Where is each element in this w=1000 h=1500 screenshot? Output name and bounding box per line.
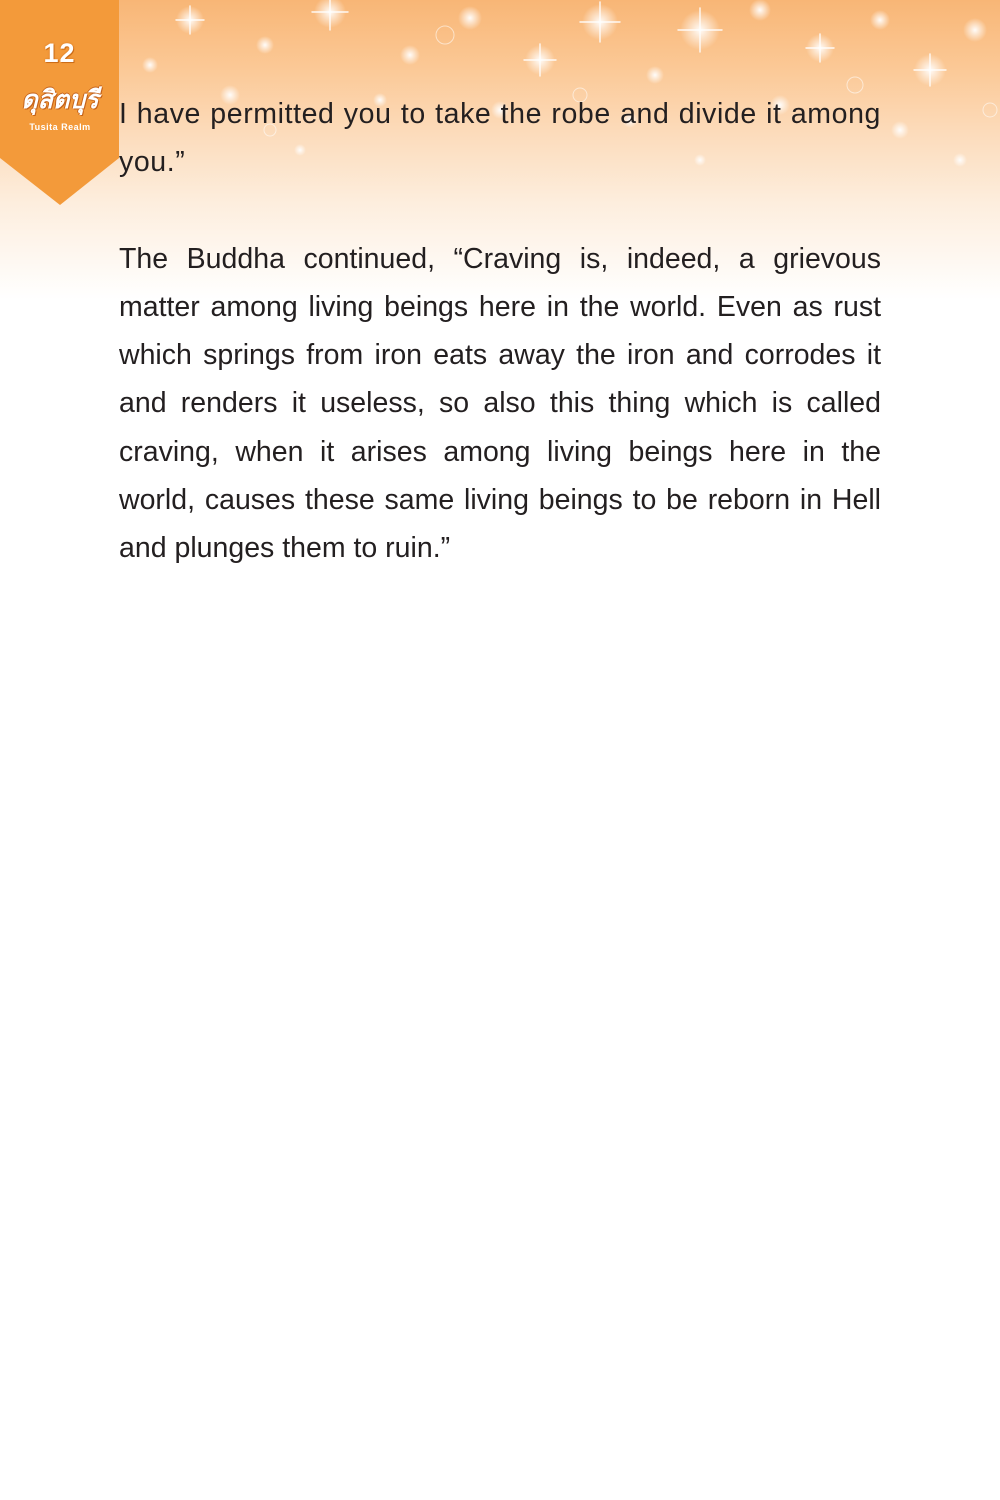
body-text bbox=[119, 90, 881, 573]
logo-subtitle: Tusita Realm bbox=[29, 122, 91, 132]
logo-script-text: ดุสิตบุรี bbox=[21, 85, 99, 114]
paragraph-2: The Buddha continued, “Craving is, indeed, a grievous matter among living beings here in the world. Even as rust which springs from iron eats away the iron and corrodes it and renders it useless, so also this thing which is called craving, when it arises among living beings here in the world, causes these same living beings to be reborn in Hell and plunges them to ruin.” bbox=[119, 242, 881, 565]
page-tab bbox=[0, 0, 119, 205]
logo bbox=[8, 84, 112, 142]
paragraph-1: I have permitted you to take the robe and divide it among you.” bbox=[119, 98, 881, 179]
page-number: 12 bbox=[43, 38, 76, 68]
